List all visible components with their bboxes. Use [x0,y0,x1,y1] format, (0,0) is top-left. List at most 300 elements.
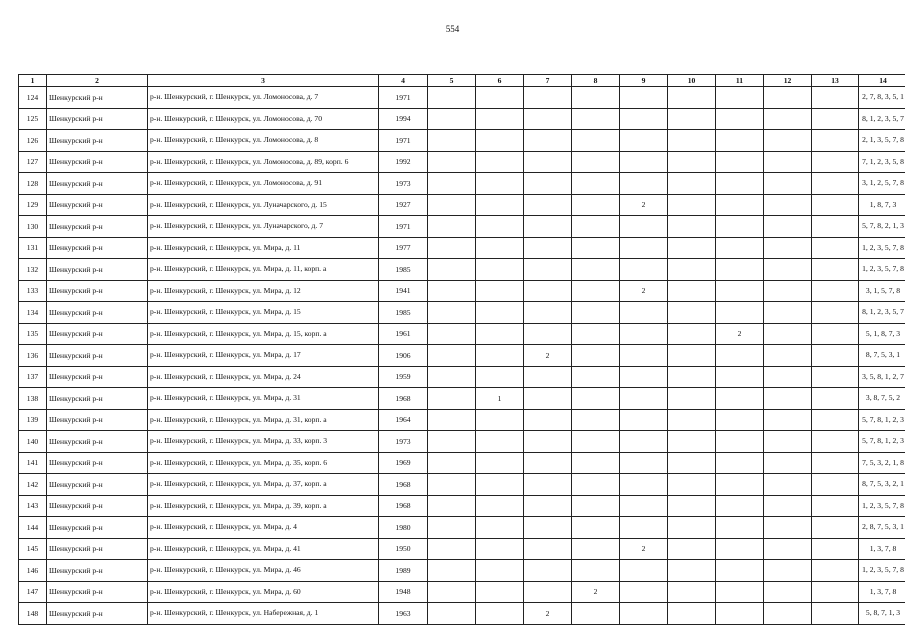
codes-cell: 7, 5, 3, 2, 1, 8 [859,452,905,474]
value-cell [620,560,668,582]
district-cell: Шенкурский р-н [47,345,148,367]
value-cell [476,517,524,539]
address-cell: р-н. Шенкурский, г. Шенкурск, ул. Мира, д. 15 [148,302,379,324]
value-cell [524,538,572,560]
value-cell [476,237,524,259]
row-number-cell: 133 [19,280,47,302]
year-cell: 1989 [379,560,428,582]
address-cell: р-н. Шенкурский, г. Шенкурск, ул. Луначарского, д. 15 [148,194,379,216]
value-cell [716,280,764,302]
value-cell [524,259,572,281]
value-cell [716,366,764,388]
value-cell [476,603,524,625]
value-cell [524,560,572,582]
table-row [19,87,905,109]
address-cell: р-н. Шенкурский, г. Шенкурск, ул. Мира, д. 60 [148,581,379,603]
address-cell: р-н. Шенкурский, г. Шенкурск, ул. Мира, д. 37, корп. а [148,474,379,496]
codes-cell: 3, 1, 2, 5, 7, 8 [859,173,905,195]
value-cell: 2 [620,280,668,302]
table-row [19,173,905,195]
address-cell: р-н. Шенкурский, г. Шенкурск, ул. Луначарского, д. 7 [148,216,379,238]
value-cell [428,216,476,238]
value-cell [764,151,812,173]
value-cell [812,130,859,152]
value-cell [428,409,476,431]
year-cell: 1977 [379,237,428,259]
value-cell [476,87,524,109]
value-cell [812,388,859,410]
value-cell [572,259,620,281]
value-cell [428,345,476,367]
value-cell [572,87,620,109]
year-cell: 1969 [379,452,428,474]
value-cell [524,495,572,517]
year-cell: 1980 [379,517,428,539]
row-number-cell: 144 [19,517,47,539]
value-cell [524,87,572,109]
year-cell: 1941 [379,280,428,302]
value-cell [428,237,476,259]
value-cell [476,130,524,152]
table-row [19,495,905,517]
row-number-cell: 145 [19,538,47,560]
value-cell [476,409,524,431]
value-cell [716,237,764,259]
value-cell [620,409,668,431]
value-cell [812,452,859,474]
value-cell [572,431,620,453]
row-number-cell: 125 [19,108,47,130]
value-cell [428,474,476,496]
value-cell [764,130,812,152]
row-number-cell: 126 [19,130,47,152]
value-cell [764,302,812,324]
codes-cell: 5, 8, 7, 1, 3 [859,603,905,625]
value-cell [428,388,476,410]
column-header: 9 [620,75,668,87]
value-cell [812,581,859,603]
value-cell [764,581,812,603]
row-number-cell: 141 [19,452,47,474]
value-cell [572,302,620,324]
value-cell [716,431,764,453]
value-cell [572,237,620,259]
value-cell [668,216,716,238]
value-cell [668,366,716,388]
value-cell [428,259,476,281]
address-cell: р-н. Шенкурский, г. Шенкурск, ул. Ломоносова, д. 8 [148,130,379,152]
value-cell [428,560,476,582]
district-cell: Шенкурский р-н [47,302,148,324]
value-cell [524,366,572,388]
value-cell [812,216,859,238]
value-cell [620,216,668,238]
value-cell [476,259,524,281]
page-number: 554 [445,24,460,34]
value-cell [812,495,859,517]
value-cell [716,474,764,496]
value-cell [620,87,668,109]
value-cell [812,431,859,453]
codes-cell: 1, 8, 7, 3 [859,194,905,216]
value-cell: 2 [524,345,572,367]
district-cell: Шенкурский р-н [47,87,148,109]
value-cell [668,194,716,216]
row-number-cell: 127 [19,151,47,173]
year-cell: 1927 [379,194,428,216]
codes-cell: 1, 3, 7, 8 [859,538,905,560]
value-cell [812,603,859,625]
value-cell [764,517,812,539]
value-cell [428,366,476,388]
district-cell: Шенкурский р-н [47,517,148,539]
year-cell: 1948 [379,581,428,603]
column-header: 13 [812,75,859,87]
district-cell: Шенкурский р-н [47,495,148,517]
codes-cell: 5, 7, 8, 2, 1, 3 [859,216,905,238]
value-cell [764,108,812,130]
value-cell [668,409,716,431]
year-cell: 1963 [379,603,428,625]
address-cell: р-н. Шенкурский, г. Шенкурск, ул. Ломоносова, д. 7 [148,87,379,109]
value-cell [524,151,572,173]
district-cell: Шенкурский р-н [47,452,148,474]
value-cell [764,603,812,625]
value-cell [620,108,668,130]
district-cell: Шенкурский р-н [47,366,148,388]
codes-cell: 8, 1, 2, 3, 5, 7 [859,302,905,324]
table-row [19,431,905,453]
value-cell [620,302,668,324]
column-header: 3 [148,75,379,87]
year-cell: 1971 [379,87,428,109]
address-cell: р-н. Шенкурский, г. Шенкурск, ул. Мира, д. 33, корп. 3 [148,431,379,453]
value-cell [668,560,716,582]
table-row [19,280,905,302]
value-cell [572,130,620,152]
value-cell [620,603,668,625]
column-header: 5 [428,75,476,87]
codes-cell: 7, 1, 2, 3, 5, 8 [859,151,905,173]
value-cell [476,560,524,582]
table-row [19,409,905,431]
value-cell [764,431,812,453]
district-cell: Шенкурский р-н [47,388,148,410]
value-cell [668,280,716,302]
value-cell [716,560,764,582]
table-row [19,259,905,281]
year-cell: 1950 [379,538,428,560]
value-cell [572,409,620,431]
value-cell [476,495,524,517]
address-cell: р-н. Шенкурский, г. Шенкурск, ул. Мира, д. 4 [148,517,379,539]
value-cell [668,302,716,324]
year-cell: 1971 [379,216,428,238]
value-cell [668,130,716,152]
value-cell [572,366,620,388]
table-body [19,87,905,625]
value-cell [476,173,524,195]
value-cell [764,560,812,582]
value-cell [716,495,764,517]
value-cell [572,603,620,625]
value-cell: 2 [524,603,572,625]
value-cell [764,345,812,367]
value-cell [572,173,620,195]
value-cell [620,345,668,367]
address-cell: р-н. Шенкурский, г. Шенкурск, ул. Мира, д. 15, корп. а [148,323,379,345]
value-cell [764,409,812,431]
column-header: 8 [572,75,620,87]
value-cell: 2 [620,194,668,216]
value-cell [716,409,764,431]
value-cell [428,173,476,195]
district-cell: Шенкурский р-н [47,581,148,603]
value-cell [476,302,524,324]
value-cell [524,280,572,302]
column-number-header-row [19,75,905,87]
value-cell [764,280,812,302]
value-cell [812,87,859,109]
column-header: 10 [668,75,716,87]
value-cell [572,517,620,539]
value-cell [764,259,812,281]
value-cell: 1 [476,388,524,410]
value-cell [428,302,476,324]
value-cell [716,345,764,367]
row-number-cell: 130 [19,216,47,238]
year-cell: 1985 [379,259,428,281]
value-cell [812,237,859,259]
value-cell [524,130,572,152]
value-cell [524,431,572,453]
value-cell [668,108,716,130]
value-cell [572,280,620,302]
value-cell [524,302,572,324]
year-cell: 1968 [379,495,428,517]
value-cell [812,259,859,281]
row-number-cell: 138 [19,388,47,410]
table-row [19,345,905,367]
value-cell: 2 [620,538,668,560]
value-cell [668,345,716,367]
district-cell: Шенкурский р-н [47,431,148,453]
value-cell [716,302,764,324]
address-cell: р-н. Шенкурский, г. Шенкурск, ул. Мира, д. 24 [148,366,379,388]
value-cell [812,345,859,367]
district-cell: Шенкурский р-н [47,538,148,560]
value-cell [668,474,716,496]
codes-cell: 8, 7, 5, 3, 2, 1 [859,474,905,496]
district-cell: Шенкурский р-н [47,323,148,345]
value-cell [812,560,859,582]
value-cell [620,517,668,539]
table-row [19,603,905,625]
value-cell [476,194,524,216]
year-cell: 1994 [379,108,428,130]
value-cell [716,581,764,603]
address-cell: р-н. Шенкурский, г. Шенкурск, ул. Ломоносова, д. 91 [148,173,379,195]
value-cell [668,538,716,560]
value-cell [620,237,668,259]
row-number-cell: 139 [19,409,47,431]
value-cell [476,366,524,388]
year-cell: 1985 [379,302,428,324]
row-number-cell: 124 [19,87,47,109]
value-cell [716,517,764,539]
address-cell: р-н. Шенкурский, г. Шенкурск, ул. Ломоносова, д. 70 [148,108,379,130]
value-cell [476,216,524,238]
value-cell [428,194,476,216]
year-cell: 1968 [379,388,428,410]
table-row [19,538,905,560]
value-cell [812,108,859,130]
district-cell: Шенкурский р-н [47,194,148,216]
value-cell [524,237,572,259]
year-cell: 1961 [379,323,428,345]
value-cell [764,323,812,345]
value-cell [764,173,812,195]
value-cell [668,431,716,453]
value-cell [620,323,668,345]
year-cell: 1992 [379,151,428,173]
column-header: 7 [524,75,572,87]
year-cell: 1906 [379,345,428,367]
value-cell: 2 [716,323,764,345]
year-cell: 1959 [379,366,428,388]
column-header: 11 [716,75,764,87]
row-number-cell: 137 [19,366,47,388]
value-cell [476,151,524,173]
district-cell: Шенкурский р-н [47,130,148,152]
value-cell [668,517,716,539]
value-cell [764,366,812,388]
value-cell [620,151,668,173]
district-cell: Шенкурский р-н [47,409,148,431]
address-cell: р-н. Шенкурский, г. Шенкурск, ул. Мира, д. 12 [148,280,379,302]
district-cell: Шенкурский р-н [47,259,148,281]
district-cell: Шенкурский р-н [47,237,148,259]
column-header: 1 [19,75,47,87]
year-cell: 1973 [379,173,428,195]
value-cell [524,194,572,216]
row-number-cell: 148 [19,603,47,625]
value-cell [572,388,620,410]
value-cell [620,259,668,281]
row-number-cell: 142 [19,474,47,496]
row-number-cell: 143 [19,495,47,517]
value-cell [668,237,716,259]
value-cell [620,581,668,603]
value-cell [428,538,476,560]
value-cell [428,87,476,109]
column-header: 14 [859,75,905,87]
codes-cell: 1, 2, 3, 5, 7, 8 [859,259,905,281]
year-cell: 1973 [379,431,428,453]
value-cell [572,474,620,496]
value-cell [428,581,476,603]
value-cell [812,194,859,216]
row-number-cell: 147 [19,581,47,603]
value-cell [428,517,476,539]
column-header: 4 [379,75,428,87]
row-number-cell: 131 [19,237,47,259]
value-cell [716,87,764,109]
district-cell: Шенкурский р-н [47,603,148,625]
district-cell: Шенкурский р-н [47,474,148,496]
value-cell [764,216,812,238]
value-cell [524,409,572,431]
value-cell [428,323,476,345]
value-cell [572,151,620,173]
value-cell [812,366,859,388]
table-row [19,517,905,539]
value-cell [812,517,859,539]
value-cell [572,108,620,130]
value-cell [716,452,764,474]
codes-cell: 1, 2, 3, 5, 7, 8 [859,560,905,582]
value-cell [524,452,572,474]
year-cell: 1968 [379,474,428,496]
value-cell [716,108,764,130]
value-cell [764,495,812,517]
codes-cell: 3, 8, 7, 5, 2 [859,388,905,410]
value-cell [476,581,524,603]
value-cell [812,280,859,302]
value-cell [668,495,716,517]
value-cell [716,259,764,281]
district-cell: Шенкурский р-н [47,216,148,238]
value-cell [668,323,716,345]
value-cell [812,323,859,345]
address-cell: р-н. Шенкурский, г. Шенкурск, ул. Ломоносова, д. 89, корп. 6 [148,151,379,173]
value-cell [572,323,620,345]
address-cell: р-н. Шенкурский, г. Шенкурск, ул. Мира, д. 31 [148,388,379,410]
value-cell [428,431,476,453]
value-cell [524,173,572,195]
value-cell [812,538,859,560]
value-cell [428,495,476,517]
value-cell [620,130,668,152]
table-row [19,194,905,216]
value-cell [428,108,476,130]
row-number-cell: 140 [19,431,47,453]
value-cell [620,173,668,195]
codes-cell: 5, 7, 8, 1, 2, 3 [859,431,905,453]
column-header: 6 [476,75,524,87]
year-cell: 1964 [379,409,428,431]
table-row [19,216,905,238]
value-cell [812,409,859,431]
value-cell [476,323,524,345]
table-row [19,581,905,603]
value-cell [428,130,476,152]
table-row [19,108,905,130]
value-cell [476,345,524,367]
codes-cell: 2, 7, 8, 3, 5, 1 [859,87,905,109]
value-cell [716,173,764,195]
value-cell [812,474,859,496]
column-header: 2 [47,75,148,87]
value-cell [716,130,764,152]
row-number-cell: 128 [19,173,47,195]
value-cell [524,388,572,410]
value-cell [572,495,620,517]
address-cell: р-н. Шенкурский, г. Шенкурск, ул. Мира, д. 39, корп. а [148,495,379,517]
value-cell [524,108,572,130]
table-row [19,560,905,582]
address-cell: р-н. Шенкурский, г. Шенкурск, ул. Мира, д. 11 [148,237,379,259]
